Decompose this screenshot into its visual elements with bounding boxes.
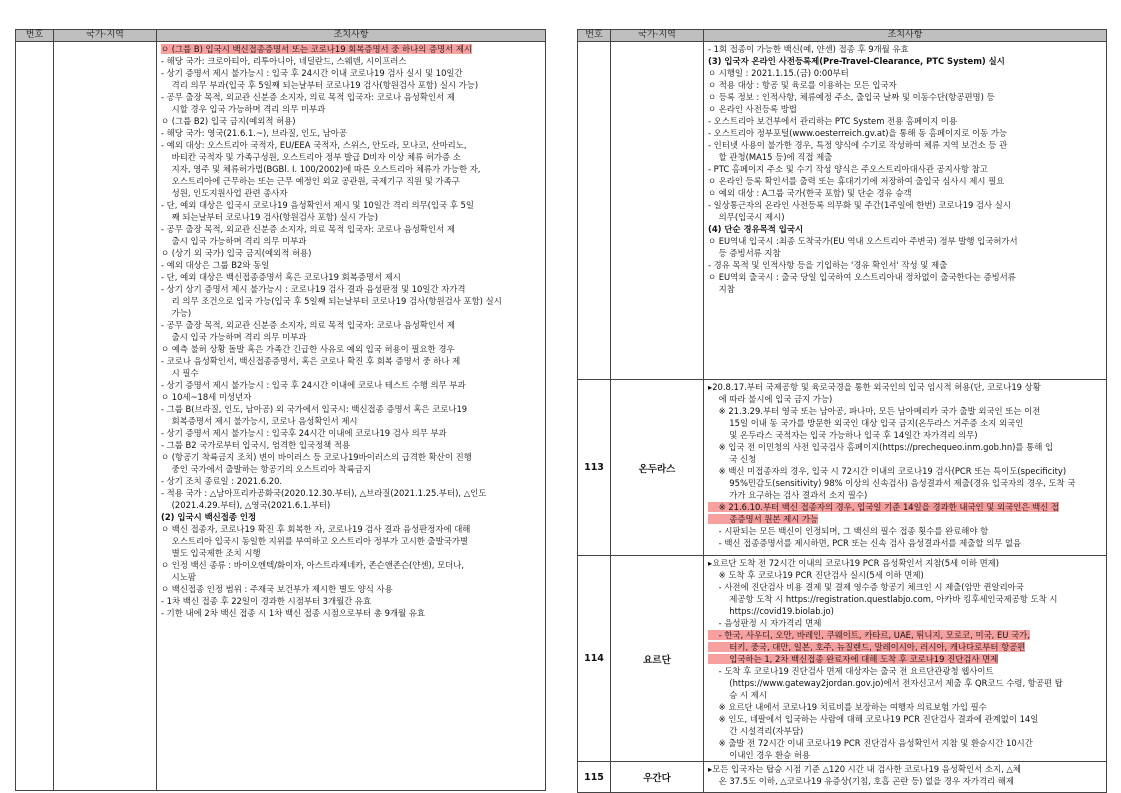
text-line: 출시 입국 가능하며 격리 의무 미부과 [161,236,307,246]
text-line: - 공무 출장 목적, 외교관 신분증 소지자, 의료 목적 입국자: 코로나 음성확인서 제 [161,320,455,330]
text-line: - 공무 출장 목적, 외교관 신분증 소지자, 의료 목적 입국자: 코로나 음성확인서 제 [161,92,455,102]
text-line: ㅇ (그룹 B2) 입국 금지(예외적 허용) [161,116,296,126]
text-line: - 1차 백신 접종 후 22일이 경과한 시점부터 3개월간 유효 [161,596,372,606]
text-line: ㅇ EU역외 출국시 : 출국 당일 입국하여 오스트리아내 정차없이 출국한다는 증빙서류 [708,272,1016,282]
text-line: - 인터넷 사용이 불가한 경우, 특정 양식에 수기로 작성하여 체류 지역 보건소 등 관 [708,140,1008,150]
text-line: ㅇ 백신 접종자, 코로나19 확진 후 회복한 자, 코로나19 검사 결과 음성판정자에 대해 [161,524,471,534]
text-line: ※ 요르단 내에서 코로나19 치료비를 보장하는 여행자 의료보험 가입 필수 [708,702,987,712]
row-country: 온두라스 [611,380,704,556]
measures-content [704,380,1106,549]
text-line: 중인 국가에서 출발하는 항공기의 오스트리아 착륙금지 [161,464,372,474]
text-line: - 음성판정 시 자가격리 면제 [708,618,822,628]
row-number: 113 [578,380,611,556]
row-number [16,42,54,791]
measures-content [157,42,545,619]
measures-content [704,762,1106,787]
row-measures [704,762,1107,793]
measures-content [704,42,1106,295]
text-line: ㅇ 예측 불허 상황 돌발 혹은 가족간 긴급한 사유로 예외 입국 허용이 필요한 경우 [161,344,455,354]
text-line: 의무(입국시 제시) [708,212,785,222]
text-line: 국 신청 [708,454,757,464]
text-line: 95%민감도(sensitivity) 98% 이상의 신속검사) 음성결과서 제출(경유 입국자의 경우, 도착 국 [708,478,1076,488]
header-country: 국가·지역 [611,30,704,42]
text-line: - 오스트리아 보건부에서 관리하는 PTC System 전용 홈페이지 이용 [708,116,958,126]
text-line: (https://www.gateway2jordan.gov.jo)에서 전자신고서 제출 후 QR코드 수령, 항공편 탑 [708,678,1063,688]
text-line: - 시판되는 모든 백신이 인정되며, 그 백신의 필수 접종 횟수를 완료해야 함 [708,526,989,536]
text-line: 제공항 도착 시 https://registration.questlabjo.com, 아카바 킹후세인국제공항 도착 시 [708,594,1058,604]
text-line: 간 시설격리(자부담) [708,726,804,736]
text-line: 가능) [161,308,192,318]
text-line: 오스트리아에 근무하는 또는 근무 예정인 외교 공관원, 국제기구 직원 및 가족구 [161,176,460,186]
text-line: ㅇ (상기 외 국가) 입국 금지(예외적 허용) [161,248,312,258]
row-measures [704,556,1107,762]
text-line: - 사전에 진단검사 비용 결제 및 결제 영수증 항공기 체크인 시 제출(암만 퀸알리아국 [708,582,1024,592]
text-line: - 도착 후 코로나19 진단검사 면제 대상자는 출국 전 요르단관광청 웹사이트 [708,666,994,676]
text-line: ▸20.8.17.부터 국제공항 및 육로국경을 통한 외국인의 입국 임시적 허용(단, 코로나19 상황 [708,382,1041,392]
row-measures [704,380,1107,556]
row-number [578,42,611,380]
row-country [54,42,157,791]
text-line: 째 되는날부터 코로나19 검사(항원검사 포함) 실시 가능) [161,212,378,222]
table-row [578,380,1107,556]
text-line: 터키, 중국, 대만, 일본, 호주, 뉴질랜드, 말레이시아, 러시아, 캐나다로부터 항공편 [708,642,1026,652]
text-line: - 예외 대상: 오스트리아 국적자, EU/EEA 국적자, 스위스, 안도라, 모나코, 산마리노, [161,140,467,150]
text-line: ※ 출발 전 72시간 이내 코로나19 PCR 진단검사 음성확인서 지참 및 환승시간 10시간 [708,738,1033,748]
text-line: ㅇ 인정 백신 종류 : 바이오엔텍/화이자, 아스트라제네카, 존슨앤존슨(얀센), 모더나, [161,560,465,570]
measures-content [704,556,1106,761]
text-line: 온 37.5도 이하, △코로나19 유증상(기침, 호흡 곤란 등) 없을 경우 자가격리 해제 [708,776,1014,786]
text-line: - 상기 증명서 제시 불가능시 : 입국 후 24시간 이내에 코로나 테스트 수행 의무 부과 [161,380,466,390]
text-line: 시노팜 [161,572,196,582]
text-line: - 코로나 음성확인서, 백신접종증명서, 혹은 코로나 확진 후 회복 증명서 중 하나 제 [161,356,461,366]
text-line: ㅇ 온라인 등록 확인서를 출력 또는 휴대기기에 저장하여 출입국 심사시 제시 필요 [708,176,1005,186]
text-line: - 그룹 B(브라질, 인도, 남아공) 외 국가에서 입국시: 백신접종 증명서 혹은 코로나19 [161,404,468,414]
header-no: 번호 [16,30,54,42]
text-line: ▸요르단 도착 전 72시간 이내의 코로나19 PCR 음성확인서 지참(5세 이하 면제) [708,558,1000,568]
text-line: ㅇ 백신접종 인정 범위 : 주재국 보건부가 제시한 별도 양식 사용 [161,584,393,594]
text-line: ㅇ EU역내 입국시 :최종 도착국가(EU 역내 오스트리아 주변국) 정부 발행 입국허가서 [708,236,1018,246]
text-line: 출시 입국 가능하며 격리 의무 미부과 [161,332,307,342]
text-line: 회복증명서 제시 불가능시, 코로나 음성확인서 제시 [161,416,358,426]
table-row [578,762,1107,793]
header-no: 번호 [578,30,611,42]
text-line: 및 온두라스 국적자는 입국 가능하나 입국 후 14일간 자가격리 의무) [708,430,978,440]
text-line: https://covid19.biolab.jo) [708,606,834,616]
text-line: 지자, 영주 및 체류허가법(BGBl. I. 100/2002)에 따른 오스트리아 체류가 가능한 자, [161,164,481,174]
text-line: 격리 의무 부과(입국 후 5일째 되는날부터 코로나19 검사(항원검사 포함) 실시 가능) [161,80,479,90]
text-line: - 공무 출장 목적, 외교관 신분증 소지자, 의료 목적 입국자: 코로나 음성확인서 제 [161,224,455,234]
text-line: ㅇ 시행일 : 2021.1.15.(금) 0:00부터 [708,68,849,78]
row-country: 우간다 [611,762,704,793]
text-line: - 오스트리아 정부포털(www.oesterreich.gv.at)을 통해 동 홈페이지로 이동 가능 [708,128,1008,138]
row-measures [704,42,1107,380]
header-measures: 조치사항 [704,30,1107,42]
text-line: 시할 경우 입국 가능하며 격리 의무 미부과 [161,104,326,114]
text-line: 지참 [708,284,735,294]
text-line: - 단, 예외 대상은 입국시 코로나19 음성확인서 제시 및 10일간 격리 의무(입국 후 5일 [161,200,474,210]
text-line: 바티칸 국적자 및 가족구성원, 오스트리아 정부 발급 D비자 이상 체류 허가증 소 [161,152,461,162]
text-line: ㅇ 적용 대상 : 항공 및 육로를 이용하는 모든 입국자 [708,80,897,90]
text-line: 입국하는 1, 2차 백신접종 완료자에 대해 도착 후 코로나19 진단검사 면제 [708,654,999,664]
text-line: ※ 입국 전 이민청의 사전 입국검사 홈페이지(https://prechequeo.inm.gob.hn)를 통해 입 [708,442,1054,452]
left-page-table [15,29,546,791]
text-line: ※ 인도, 네팔에서 입국하는 사람에 대해 코로나19 PCR 진단검사 결과에 관계없이 14일 [708,714,1039,724]
text-line: 15일 이내 동 국가를 방문한 외국인 대상 입국 금지(온두라스 거주증 소지 외국인 [708,418,1024,428]
text-line: ※ 21.3.29.부터 영국 또는 남아공, 파나마, 모든 남아메리카 국가 출발 외국인 또는 이전 [708,406,1041,416]
text-line: ㅇ 등록 정보 : 인적사항, 체류예정 주소, 출입국 날짜 및 이동수단(항공편명) 등 [708,92,995,102]
text-line: (3) 입국자 온라인 사전등록제(Pre-Travel-Clearance, PTC System) 실시 [708,56,1005,66]
text-line: - 그룹 B2 국가로부터 입국시, 엄격한 입국정책 적용 [161,440,351,450]
text-line: ▸모든 입국자는 탑승 시점 기준 △120 시간 내 검사한 코로나19 음성확인서 소지, △체 [708,764,1021,774]
text-line: - 기한 내에 2차 백신 접종 시 1차 백신 접종 시점으로부터 총 9개월 유효 [161,608,425,618]
text-line: (4) 단순 경유목적 입국시 [708,224,804,234]
text-line: - PTC 홈페이지 주소 및 수기 작성 양식은 주오스트리아대사관 공지사항 참고 [708,164,988,174]
row-country: 요르단 [611,556,704,762]
header-country: 국가·지역 [54,30,157,42]
text-line: - 해당 국가: 영국(21.6.1.~), 브라질, 인도, 남아공 [161,128,347,138]
table-row [578,556,1107,762]
text-line: 할 관청(MA15 등)에 직접 제출 [708,152,833,162]
header-row [16,30,546,42]
text-line: - 상기 상기 증명서 제시 불가능시 : 코로나19 검사 결과 음성판정 및 10일간 자가격 [161,284,466,294]
row-number: 114 [578,556,611,762]
text-line: ※ 도착 후 코로나19 PCR 진단검사 실시(5세 이하 면제) [708,570,924,580]
text-line: - 한국, 사우디, 오만, 바레인, 쿠웨이트, 카타르, UAE, 튀니지, 모로코, 미국, EU 국가, [708,630,1030,640]
header-measures: 조치사항 [157,30,546,42]
table-row [578,42,1107,380]
text-line: ㅇ 온라인 사전등록 방법 [708,104,797,114]
text-line: 시 필수 [161,368,199,378]
text-line: - 상기 조치 종료일 : 2021.6.20. [161,476,283,486]
text-line: 리 의무 조건으로 입국 가능(입국 후 5일째 되는날부터 코로나19 검사(항원검사 포함) 실시 [161,296,502,306]
text-line: - 예외 대상은 그룹 B2와 동일 [161,260,270,270]
row-number: 115 [578,762,611,793]
text-line: ㅇ (항공기 착륙금지 조치) 변이 바이러스 등 코로나19바이러스의 급격한 확산이 진행 [161,452,472,462]
text-line: 가가 요구하는 검사 결과서 소지 필수) [708,490,868,500]
text-line: 오스트리아 입국시 동일한 지위를 부여하고 오스트리아 정부가 고시한 출발국가별 [161,536,469,546]
row-measures [157,42,546,791]
text-line: - 상기 증명서 제시 불가능시 : 입국후 24시간 이내에 코로나19 검사 의무 부과 [161,428,447,438]
text-line: 종증명서 원본 제시 가능 [708,514,819,524]
text-line: (2021.4.29.부터), △영국(2021.6.1.부터) [161,500,331,510]
text-line: 이내인 경우 환승 허용 [708,750,811,760]
text-line: 등 증빙서류 지참 [708,248,781,258]
text-line: - 적용 국가 : △남아프리카공화국(2020.12.30.부터), △브라질(2021.1.25.부터), △인도 [161,488,487,498]
text-line: - 해당 국가: 크로아티아, 리투아니아, 네덜란드, 스웨덴, 시이프러스 [161,56,407,66]
text-line: ㅇ 예외 대상 : A그룹 국가(한국 포함) 및 단순 경유 승객 [708,188,912,198]
text-line: - 경유 목적 및 인적사항 등을 기입하는 '경유 확인서' 작성 및 제출 [708,260,948,270]
text-line: 성원, 인도지원사업 관련 종사자 [161,188,288,198]
text-line: - 단, 예외 대상은 백신접종증명서 혹은 코로나19 회복증명서 제시 [161,272,401,282]
text-line: 별도 입국제한 조치 시행 [161,548,261,558]
table-row [16,42,546,791]
text-line: ㅇ (그룹 B) 입국시 백신접종증명서 또는 코로나19 회복증명서 중 하나의 증명서 제시 [161,44,473,54]
text-line: - 1회 접종이 가능한 백신(예, 얀센) 접종 후 9개월 유효 [708,44,909,54]
text-line: - 상기 증명서 제시 불가능시 : 입국 후 24시간 이내 코로나19 검사 실시 및 10일간 [161,68,463,78]
row-country [611,42,704,380]
right-page-table [577,29,1107,793]
text-line: ㅇ 10세~18세 미성년자 [161,392,252,402]
text-line: (2) 입국시 백신접종 인정 [161,512,257,522]
text-line: ※ 백신 미접종자의 경우, 입국 시 72시간 이내의 코로나19 검사(PCR 또는 특이도(specificity) [708,466,1067,476]
text-line: 에 따라 불시에 입국 금지 가능) [708,394,833,404]
text-line: - 일상통근자의 온라인 사전등록 의무화 및 주간(1주일에 한번) 코로나19 검사 실시 [708,200,1011,210]
header-row [578,30,1107,42]
text-line: - 백신 접종증명서를 제시하면, PCR 또는 신속 검사 음성결과서를 제출할 의무 없음 [708,538,1022,548]
text-line: ※ 21.6.10.부터 백신 접종자의 경우, 입국일 기준 14일을 경과한 내국인 및 외국인은 백신 접 [708,502,1060,512]
text-line: 승 시 제시 [708,690,767,700]
